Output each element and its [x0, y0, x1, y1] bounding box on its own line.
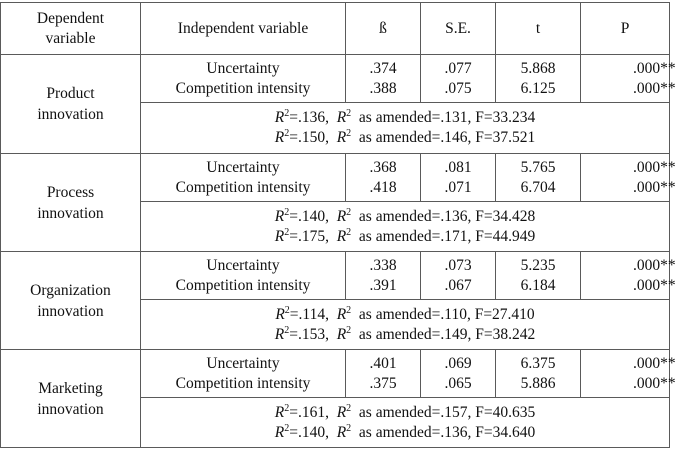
r-squared-line: $R^2=.136$, $R^2$ as amended=.131, F=33.234 [274, 108, 536, 126]
model-fit-cell [141, 398, 670, 448]
t-cell [496, 154, 581, 202]
header-t: t [496, 3, 581, 55]
p-cell [581, 350, 676, 398]
se-value: .075 [444, 79, 472, 97]
independent-variable: Uncertainty [206, 256, 280, 274]
r-squared-line: $R^2=.161$, $R^2$ as amended=.157, F=40.635 [274, 402, 536, 421]
p-value: .000** [633, 158, 676, 176]
p-value: .000** [633, 256, 676, 274]
dependent-variable-cell: Process innovation [1, 154, 141, 252]
independent-variable: Competition intensity [175, 276, 311, 294]
se-value: .077 [444, 59, 472, 77]
amended-stats: as amended=.149, F=38.242 [358, 325, 536, 343]
se-value: .081 [444, 158, 472, 176]
r-squared-line: $R^2=.175$, $R^2$ as amended=.171, F=44.949 [274, 226, 536, 245]
independent-variable-cell [141, 154, 346, 202]
t-value: 6.704 [520, 178, 556, 196]
p-value: .000** [633, 374, 676, 392]
amended-stats: as amended=.157, F=40.635 [358, 403, 536, 421]
header-beta: ß [346, 3, 421, 55]
r-squared-value: =.140, [289, 423, 329, 441]
header-independent-variable: Independent variable [141, 3, 346, 55]
beta-cell [346, 350, 421, 398]
t-value: 6.125 [520, 79, 556, 97]
amended-stats: as amended=.136, F=34.428 [358, 207, 536, 225]
independent-variable: Uncertainty [206, 59, 280, 77]
beta-value: .401 [369, 354, 397, 372]
beta-cell [346, 154, 421, 202]
regression-table [0, 2, 676, 448]
beta-value: .388 [369, 79, 397, 97]
t-value: 5.235 [520, 256, 556, 274]
amended-stats: as amended=.171, F=44.949 [358, 227, 536, 245]
r-squared-value: =.140, [289, 207, 329, 225]
beta-value: .338 [369, 256, 397, 274]
beta-value: .375 [369, 374, 397, 392]
se-cell [421, 55, 496, 103]
model-fit-cell [141, 202, 670, 252]
p-cell [581, 55, 676, 103]
se-value: .071 [444, 178, 472, 196]
group-row-coefficients [1, 154, 670, 202]
amended-stats: as amended=.136, F=34.640 [358, 423, 536, 441]
model-fit-cell [141, 103, 670, 154]
independent-variable: Competition intensity [175, 79, 311, 97]
r-squared-value: =.136, [289, 109, 329, 126]
amended-stats: as amended=.110, F=27.410 [358, 305, 535, 323]
r-squared-line: $R^2=.153$, $R^2$ as amended=.149, F=38.242 [274, 324, 536, 343]
t-value: 6.184 [520, 276, 556, 294]
beta-cell [346, 55, 421, 103]
r-squared-line: $R^2=.150$, $R^2$ as amended=.146, F=37.521 [274, 128, 536, 146]
beta-value: .418 [369, 178, 397, 196]
amended-stats: as amended=.131, F=33.234 [358, 109, 536, 126]
beta-value: .391 [369, 276, 397, 294]
group-row-coefficients [1, 55, 670, 103]
r-squared-value: =.150, [289, 129, 329, 146]
p-value: .000** [633, 79, 676, 97]
se-value: .065 [444, 374, 472, 392]
r-squared-value: =.114, [289, 305, 329, 323]
dependent-variable-cell: Product innovation [1, 55, 141, 154]
t-value: 5.886 [520, 374, 556, 392]
p-value: .000** [633, 59, 676, 77]
t-cell [496, 350, 581, 398]
t-cell [496, 55, 581, 103]
beta-value: .368 [369, 158, 397, 176]
amended-stats: as amended=.146, F=37.521 [358, 129, 536, 146]
header-p: P [581, 3, 670, 55]
group-row-coefficients [1, 252, 670, 300]
model-fit-cell [141, 300, 670, 350]
independent-variable-cell [141, 350, 346, 398]
group-row-coefficients [1, 350, 670, 398]
beta-cell [346, 252, 421, 300]
se-cell [421, 154, 496, 202]
independent-variable: Competition intensity [175, 178, 311, 196]
p-value: .000** [633, 354, 676, 372]
independent-variable: Uncertainty [206, 158, 280, 176]
se-value: .069 [444, 354, 472, 372]
se-cell [421, 350, 496, 398]
r-squared-value: =.153, [289, 325, 329, 343]
t-cell [496, 252, 581, 300]
p-cell [581, 252, 676, 300]
se-value: .067 [444, 276, 472, 294]
beta-value: .374 [369, 59, 397, 77]
r-squared-line: $R^2=.140$, $R^2$ as amended=.136, F=34.428 [274, 206, 536, 225]
r-squared-line: $R^2=.140$, $R^2$ as amended=.136, F=34.640 [274, 422, 536, 441]
r-squared-value: =.161, [289, 403, 329, 421]
r-squared-line: $R^2=.114$, $R^2$ as amended=.110, F=27.410 [275, 304, 535, 323]
independent-variable: Competition intensity [175, 374, 311, 392]
se-value: .073 [444, 256, 472, 274]
r-squared-value: =.175, [289, 227, 329, 245]
header-row [1, 3, 670, 55]
p-value: .000** [633, 276, 676, 294]
independent-variable: Uncertainty [206, 354, 280, 372]
dependent-variable-cell: Marketing innovation [1, 350, 141, 448]
t-value: 5.868 [520, 59, 556, 77]
header-dependent-variable: Dependent variable [1, 3, 141, 55]
header-standard-error: S.E. [421, 3, 496, 55]
t-value: 5.765 [520, 158, 556, 176]
p-cell [581, 154, 676, 202]
t-value: 6.375 [520, 354, 556, 372]
independent-variable-cell [141, 55, 346, 103]
se-cell [421, 252, 496, 300]
p-value: .000** [633, 178, 676, 196]
independent-variable-cell [141, 252, 346, 300]
dependent-variable-cell: Organization innovation [1, 252, 141, 350]
